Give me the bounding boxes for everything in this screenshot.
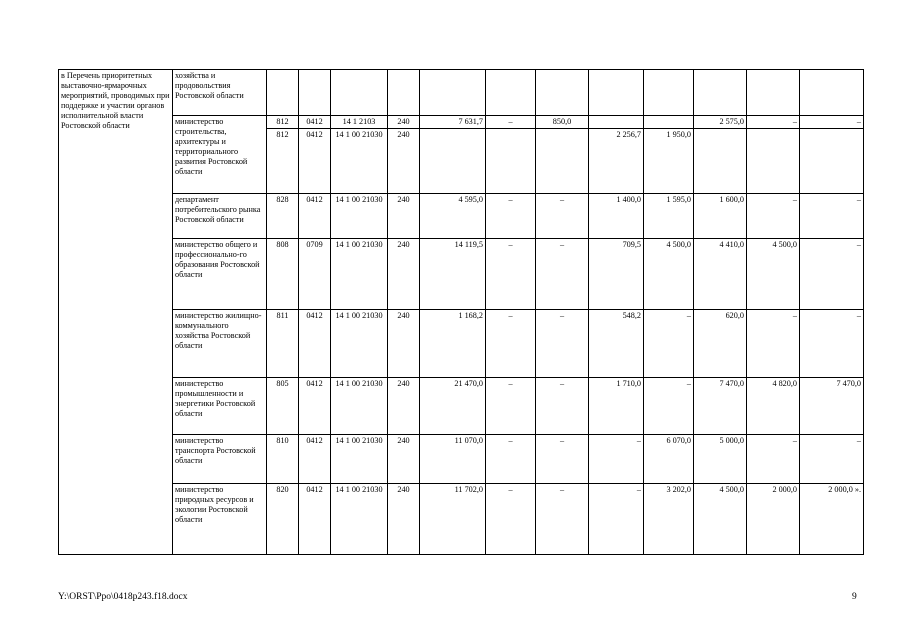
value-cell: 1 168,2	[420, 310, 486, 378]
value-cell: 21 470,0	[420, 378, 486, 435]
value-cell: 820	[267, 484, 299, 555]
value-cell: 812	[267, 116, 299, 129]
value-cell: 14 1 00 21030	[331, 484, 388, 555]
value-cell: 240	[388, 194, 420, 239]
value-cell: 4 500,0	[694, 484, 747, 555]
value-cell: 3 202,0	[644, 484, 694, 555]
value-cell: 5 000,0	[694, 435, 747, 484]
value-cell: 240	[388, 378, 420, 435]
value-cell: 1 595,0	[644, 194, 694, 239]
value-cell: 0412	[299, 378, 331, 435]
value-cell	[331, 70, 388, 116]
value-cell: 14 1 00 21030	[331, 435, 388, 484]
value-cell: 14 1 00 21030	[331, 378, 388, 435]
value-cell	[644, 70, 694, 116]
value-cell: 11 070,0	[420, 435, 486, 484]
value-cell: 810	[267, 435, 299, 484]
value-cell: –	[589, 484, 644, 555]
value-cell: 2 000,0 ».	[800, 484, 864, 555]
value-cell: –	[486, 310, 536, 378]
value-cell: 1 400,0	[589, 194, 644, 239]
value-cell: 2 000,0	[747, 484, 800, 555]
value-cell: –	[486, 484, 536, 555]
value-cell: 808	[267, 239, 299, 310]
value-cell: 240	[388, 116, 420, 129]
value-cell: –	[536, 194, 589, 239]
value-cell	[800, 70, 864, 116]
value-cell: 7 470,0	[800, 378, 864, 435]
value-cell	[644, 116, 694, 129]
value-cell	[486, 129, 536, 194]
value-cell: 4 500,0	[747, 239, 800, 310]
value-cell: 0412	[299, 194, 331, 239]
value-cell: –	[800, 310, 864, 378]
value-cell: –	[747, 310, 800, 378]
executor-cell: департамент потребительского рынка Ростовской области	[173, 194, 267, 239]
value-cell: 14 1 2103	[331, 116, 388, 129]
value-cell: 14 1 00 21030	[331, 239, 388, 310]
value-cell: –	[486, 116, 536, 129]
value-cell: 14 1 00 21030	[331, 310, 388, 378]
value-cell	[536, 70, 589, 116]
value-cell: –	[486, 194, 536, 239]
value-cell: 620,0	[694, 310, 747, 378]
value-cell	[267, 70, 299, 116]
value-cell: –	[644, 310, 694, 378]
value-cell: –	[644, 378, 694, 435]
table-row	[59, 435, 864, 484]
value-cell: 240	[388, 239, 420, 310]
table-row	[59, 484, 864, 555]
value-cell: –	[536, 484, 589, 555]
value-cell: 0709	[299, 239, 331, 310]
executor-cell: министерство промышленности и энергетики Ростовской области	[173, 378, 267, 435]
value-cell: 2 256,7	[589, 129, 644, 194]
value-cell: 709,5	[589, 239, 644, 310]
value-cell: 14 119,5	[420, 239, 486, 310]
value-cell	[800, 129, 864, 194]
value-cell: –	[486, 435, 536, 484]
value-cell: 4 595,0	[420, 194, 486, 239]
value-cell: –	[536, 239, 589, 310]
measure-name-cell: в Перечень приоритетных выставочно-ярмарочных мероприятий, проводимых при поддержке и участии органов исполнительной власти Ростовской области	[59, 70, 173, 555]
value-cell: 4 820,0	[747, 378, 800, 435]
executor-cell: хозяйства и продовольствия Ростовской области	[173, 70, 267, 116]
value-cell: –	[486, 378, 536, 435]
table-row	[59, 239, 864, 310]
value-cell: 0412	[299, 116, 331, 129]
value-cell: 7 631,7	[420, 116, 486, 129]
value-cell: 0412	[299, 484, 331, 555]
value-cell	[299, 70, 331, 116]
page-number: 9	[852, 592, 857, 602]
value-cell	[694, 129, 747, 194]
value-cell: 828	[267, 194, 299, 239]
value-cell	[420, 129, 486, 194]
value-cell: 14 1 00 21030	[331, 129, 388, 194]
value-cell: –	[536, 435, 589, 484]
value-cell: –	[800, 239, 864, 310]
value-cell: –	[536, 310, 589, 378]
value-cell: 850,0	[536, 116, 589, 129]
value-cell: 240	[388, 310, 420, 378]
value-cell: 0412	[299, 129, 331, 194]
value-cell	[536, 129, 589, 194]
value-cell: 2 575,0	[694, 116, 747, 129]
value-cell: –	[800, 435, 864, 484]
value-cell: –	[747, 194, 800, 239]
value-cell: 1 950,0	[644, 129, 694, 194]
value-cell	[747, 129, 800, 194]
value-cell	[486, 70, 536, 116]
executor-cell: министерство природных ресурсов и экологии Ростовской области	[173, 484, 267, 555]
table-row	[59, 194, 864, 239]
value-cell: 240	[388, 435, 420, 484]
budget-table	[58, 69, 864, 555]
table-row	[59, 378, 864, 435]
value-cell: –	[747, 435, 800, 484]
value-cell: –	[800, 194, 864, 239]
value-cell: 6 070,0	[644, 435, 694, 484]
value-cell: 4 410,0	[694, 239, 747, 310]
value-cell	[388, 70, 420, 116]
value-cell: –	[536, 378, 589, 435]
value-cell: 805	[267, 378, 299, 435]
value-cell: –	[486, 239, 536, 310]
table-row	[59, 310, 864, 378]
value-cell: 548,2	[589, 310, 644, 378]
value-cell	[420, 70, 486, 116]
value-cell: –	[747, 116, 800, 129]
value-cell: 240	[388, 129, 420, 194]
value-cell: 812	[267, 129, 299, 194]
value-cell: 811	[267, 310, 299, 378]
value-cell: 1 710,0	[589, 378, 644, 435]
executor-cell: министерство транспорта Ростовской области	[173, 435, 267, 484]
value-cell	[694, 70, 747, 116]
value-cell: 11 702,0	[420, 484, 486, 555]
value-cell: 4 500,0	[644, 239, 694, 310]
value-cell: 0412	[299, 310, 331, 378]
value-cell: 0412	[299, 435, 331, 484]
value-cell: 240	[388, 484, 420, 555]
footer-file-path: Y:\ORST\Ppo\0418p243.f18.docx	[58, 592, 188, 602]
value-cell: 14 1 00 21030	[331, 194, 388, 239]
value-cell	[747, 70, 800, 116]
table-row	[59, 116, 864, 129]
executor-cell: министерство строительства, архитектуры и территориального развития Ростовской области	[173, 116, 267, 194]
value-cell: 7 470,0	[694, 378, 747, 435]
executor-cell: министерство жилищно-коммунального хозяйства Ростовской области	[173, 310, 267, 378]
table-row	[59, 70, 864, 116]
value-cell: 1 600,0	[694, 194, 747, 239]
value-cell	[589, 70, 644, 116]
value-cell	[589, 116, 644, 129]
executor-cell: министерство общего и профессионально-го образования Ростовской области	[173, 239, 267, 310]
value-cell: –	[800, 116, 864, 129]
value-cell: –	[589, 435, 644, 484]
